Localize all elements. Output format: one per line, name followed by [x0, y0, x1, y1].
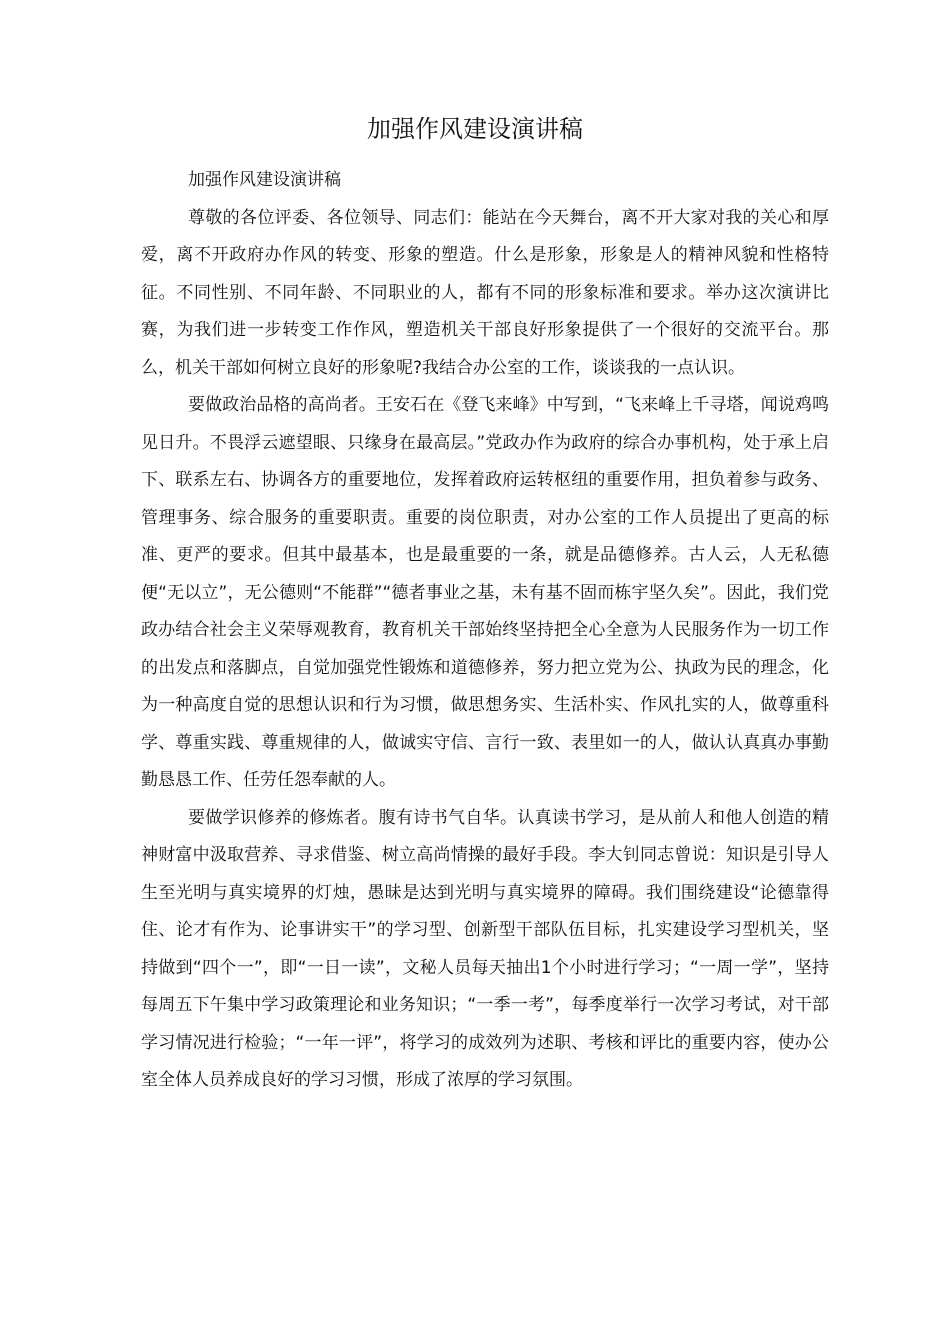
document-subtitle: 加强作风建设演讲稿: [188, 170, 341, 190]
paragraph-intro: 尊敬的各位评委、各位领导、同志们：能站在今天舞台，离不开大家对我的关心和厚爱，离不开政府办作风的转变、形象的塑造。什么是形象，形象是人的精神风貌和性格特征。不同性别、不同年龄、不同职业的人，都有不同的形象标准和要求。举办这次演讲比赛，为我们进一步转变工作作风，塑造机关干部良好形象提供了一个很好的交流平台。那么，机关干部如何树立良好的形象呢?我结合办公室的工作，谈谈我的一点认识。: [141, 207, 829, 378]
paragraph-political-character: 要做政治品格的高尚者。王安石在《登飞来峰》中写到，“飞来峰上千寻塔，闻说鸡鸣见日升。不畏浮云遮望眼、只缘身在最高层。”党政办作为政府的综合办事机构，处于承上启下、联系左右、协调各方的重要地位，发挥着政府运转枢纽的重要作用，担负着参与政务、管理事务、综合服务的重要职责。重要的岗位职责，对办公室的工作人员提出了更高的标准、更严的要求。但其中最基本，也是最重要的一条，就是品德修养。古人云，人无私德便“无以立”，无公德则“不能群”“德者事业之基，未有基不固而栋宇坚久矣”。因此，我们党政办结合社会主义荣辱观教育，教育机关干部始终坚持把全心全意为人民服务作为一切工作的出发点和落脚点，自觉加强党性锻炼和道德修养，努力把立党为公、执政为民的理念，化为一种高度自觉的思想认识和行为习惯，做思想务实、生活朴实、作风扎实的人，做尊重科学、尊重实践、尊重规律的人，做诚实守信、言行一致、表里如一的人，做认认真真办事勤勤恳恳工作、任劳任怨奉献的人。: [141, 395, 829, 790]
document-title: 加强作风建设演讲稿: [367, 115, 583, 143]
document-body: [141, 162, 829, 1100]
paragraph-learning-cultivation: 要做学识修养的修炼者。腹有诗书气自华。认真读书学习，是从前人和他人创造的精神财富中汲取营养、寻求借鉴、树立高尚情操的最好手段。李大钊同志曾说：知识是引导人生至光明与真实境界的灯烛，愚昧是达到光明与真实境界的障碍。我们围绕建设“论德靠得住、论才有作为、论事讲实干”的学习型、创新型干部队伍目标，扎实建设学习型机关，坚持做到“四个一”，即“一日一读”，文秘人员每天抽出1个小时进行学习；“一周一学”，坚持每周五下午集中学习政策理论和业务知识；“一季一考”，每季度举行一次学习考试，对干部学习情况进行检验；“一年一评”，将学习的成效列为述职、考核和评比的重要内容，使办公室全体人员养成良好的学习习惯，形成了浓厚的学习氛围。: [141, 807, 829, 1090]
